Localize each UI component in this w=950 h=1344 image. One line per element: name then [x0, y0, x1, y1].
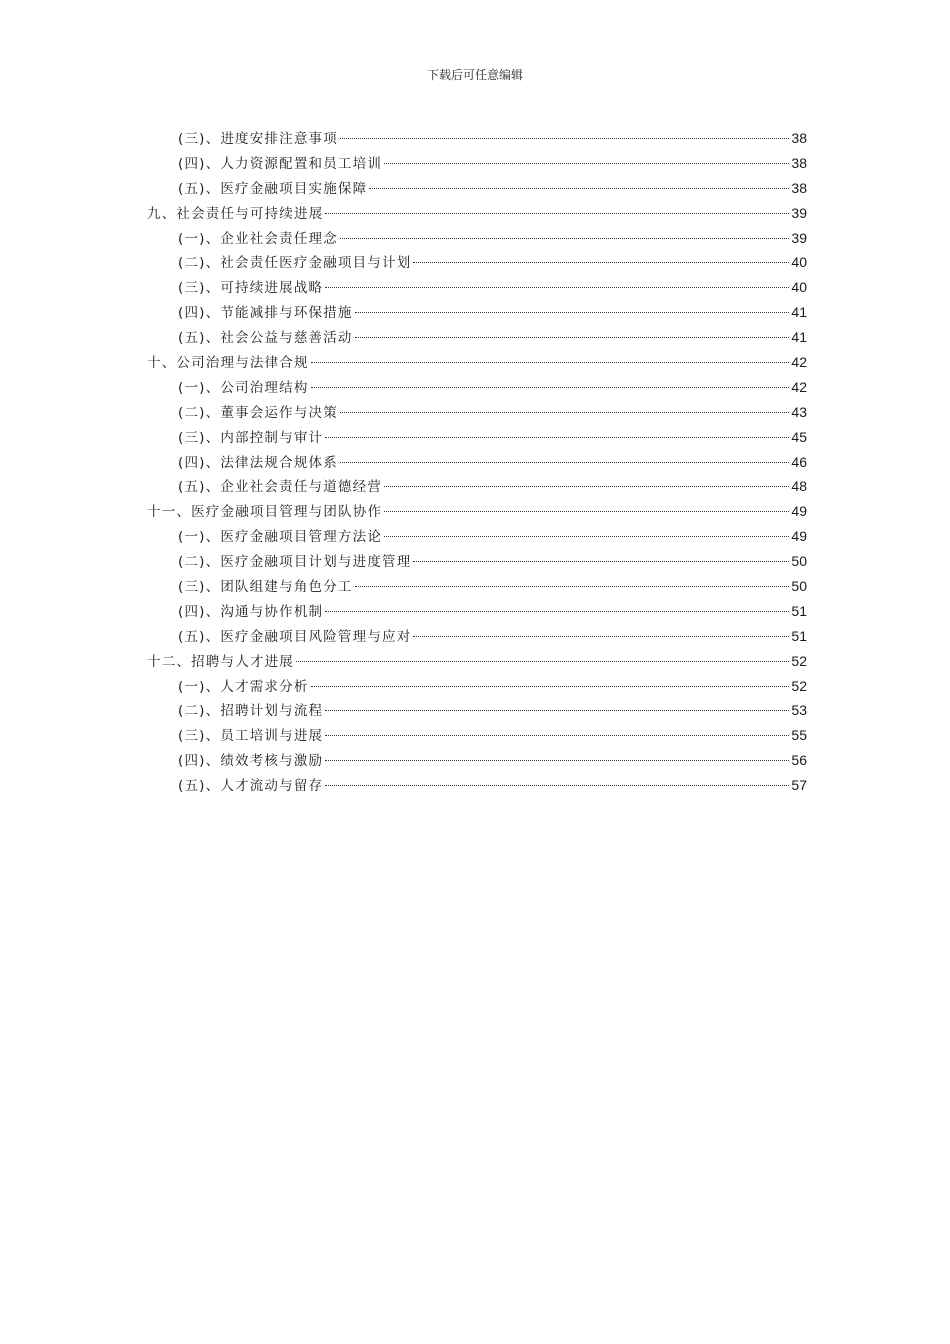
toc-entry-title: (四)、绩效考核与激励 — [178, 753, 324, 770]
toc-entry-title: (四)、沟通与协作机制 — [178, 603, 324, 620]
toc-dot-leader — [311, 387, 790, 388]
toc-dot-leader — [296, 661, 789, 662]
toc-entry-title: 十、公司治理与法律合规 — [147, 355, 309, 372]
toc-entry-page-number: 40 — [791, 254, 807, 271]
toc-entry[interactable] — [147, 226, 807, 251]
toc-dot-leader — [369, 188, 789, 189]
toc-entry[interactable] — [147, 126, 807, 151]
toc-entry-page-number: 48 — [791, 478, 807, 495]
toc-entry-title: (二)、董事会运作与决策 — [178, 404, 338, 421]
toc-entry-page-number: 57 — [791, 777, 807, 794]
toc-dot-leader — [325, 785, 789, 786]
toc-entry[interactable] — [147, 250, 807, 275]
toc-entry-page-number: 43 — [791, 403, 807, 420]
toc-dot-leader — [340, 138, 789, 139]
toc-entry-page-number: 53 — [791, 702, 807, 719]
toc-entry-title: (三)、可持续进展战略 — [178, 280, 324, 297]
toc-entry-page-number: 51 — [791, 627, 807, 644]
toc-entry-title: (二)、医疗金融项目计划与进度管理 — [178, 554, 412, 571]
toc-entry-title: (五)、医疗金融项目实施保障 — [178, 180, 368, 197]
toc-entry[interactable] — [147, 723, 807, 748]
page-header: 下载后可任意编辑 — [426, 68, 523, 82]
toc-dot-leader — [325, 760, 789, 761]
table-of-contents — [147, 126, 807, 798]
toc-entry-page-number: 40 — [791, 279, 807, 296]
toc-entry[interactable] — [147, 698, 807, 723]
toc-entry-title: (一)、人才需求分析 — [178, 678, 309, 695]
toc-entry[interactable] — [147, 674, 807, 699]
toc-dot-leader — [325, 213, 789, 214]
toc-dot-leader — [325, 437, 789, 438]
toc-entry[interactable] — [147, 151, 807, 176]
toc-dot-leader — [340, 412, 789, 413]
toc-entry-page-number: 45 — [791, 428, 807, 445]
toc-entry-page-number: 49 — [791, 528, 807, 545]
toc-entry[interactable] — [147, 275, 807, 300]
toc-entry[interactable] — [147, 649, 807, 674]
toc-entry[interactable] — [147, 450, 807, 475]
toc-entry-page-number: 38 — [791, 154, 807, 171]
toc-entry-page-number: 39 — [791, 229, 807, 246]
toc-entry-title: (五)、人才流动与留存 — [178, 778, 324, 795]
toc-entry-page-number: 49 — [791, 503, 807, 520]
toc-entry-page-number: 39 — [791, 204, 807, 221]
toc-entry-title: (三)、进度安排注意事项 — [178, 131, 338, 147]
toc-entry-title: (五)、社会公益与慈善活动 — [178, 330, 353, 347]
toc-entry[interactable] — [147, 549, 807, 574]
toc-dot-leader — [340, 238, 789, 239]
toc-entry[interactable] — [147, 773, 807, 798]
toc-entry-title: (四)、人力资源配置和员工培训 — [178, 155, 383, 172]
toc-dot-leader — [384, 163, 789, 164]
toc-entry-page-number: 52 — [791, 677, 807, 694]
toc-entry[interactable] — [147, 375, 807, 400]
toc-entry-title: (五)、企业社会责任与道德经营 — [178, 479, 383, 496]
toc-entry[interactable] — [147, 524, 807, 549]
toc-entry-page-number: 42 — [791, 378, 807, 395]
toc-entry[interactable] — [147, 350, 807, 375]
toc-entry-title: 十一、医疗金融项目管理与团队协作 — [147, 504, 383, 521]
toc-entry-title: (五)、医疗金融项目风险管理与应对 — [178, 628, 412, 645]
toc-entry-page-number: 41 — [791, 304, 807, 321]
toc-entry-page-number: 52 — [791, 652, 807, 669]
toc-entry-page-number: 56 — [791, 752, 807, 769]
toc-entry-title: (四)、节能减排与环保措施 — [178, 305, 353, 322]
toc-entry[interactable] — [147, 400, 807, 425]
toc-entry-page-number: 51 — [791, 602, 807, 619]
toc-dot-leader — [325, 287, 789, 288]
toc-dot-leader — [325, 710, 789, 711]
toc-dot-leader — [355, 337, 790, 338]
toc-entry[interactable] — [147, 624, 807, 649]
toc-entry-page-number: 50 — [791, 553, 807, 570]
toc-dot-leader — [413, 561, 789, 562]
toc-entry[interactable] — [147, 574, 807, 599]
toc-entry-page-number: 38 — [791, 179, 807, 196]
toc-entry-page-number: 41 — [791, 329, 807, 346]
toc-entry[interactable] — [147, 748, 807, 773]
toc-entry-title: (三)、团队组建与角色分工 — [178, 579, 353, 596]
toc-entry[interactable] — [147, 474, 807, 499]
toc-dot-leader — [340, 462, 789, 463]
toc-entry-title: (三)、员工培训与进展 — [178, 728, 324, 745]
toc-dot-leader — [384, 486, 789, 487]
toc-entry-page-number: 46 — [791, 453, 807, 470]
toc-entry[interactable] — [147, 201, 807, 226]
toc-dot-leader — [413, 262, 789, 263]
toc-entry-title: (一)、公司治理结构 — [178, 379, 309, 396]
toc-entry-title: (一)、企业社会责任理念 — [178, 230, 338, 247]
toc-dot-leader — [384, 511, 789, 512]
toc-dot-leader — [325, 735, 789, 736]
toc-dot-leader — [355, 312, 790, 313]
toc-entry-page-number: 50 — [791, 578, 807, 595]
toc-entry-page-number: 55 — [791, 727, 807, 744]
toc-dot-leader — [325, 611, 789, 612]
toc-entry-title: 九、社会责任与可持续进展 — [147, 205, 324, 222]
toc-entry-title: (二)、社会责任医疗金融项目与计划 — [178, 255, 412, 272]
toc-entry[interactable] — [147, 599, 807, 624]
toc-entry-page-number: 38 — [791, 130, 807, 146]
toc-entry[interactable] — [147, 300, 807, 325]
toc-entry-title: (二)、招聘计划与流程 — [178, 703, 324, 720]
toc-dot-leader — [355, 586, 790, 587]
toc-entry[interactable] — [147, 325, 807, 350]
toc-dot-leader — [311, 362, 790, 363]
toc-entry[interactable] — [147, 176, 807, 201]
toc-entry-title: (一)、医疗金融项目管理方法论 — [178, 529, 383, 546]
toc-entry-title: (三)、内部控制与审计 — [178, 429, 324, 446]
toc-dot-leader — [384, 536, 789, 537]
toc-entry-page-number: 42 — [791, 354, 807, 371]
toc-entry-title: (四)、法律法规合规体系 — [178, 454, 338, 471]
toc-dot-leader — [311, 686, 790, 687]
toc-entry[interactable] — [147, 425, 807, 450]
toc-dot-leader — [413, 636, 789, 637]
toc-entry[interactable] — [147, 499, 807, 524]
toc-entry-title: 十二、招聘与人才进展 — [147, 653, 294, 670]
